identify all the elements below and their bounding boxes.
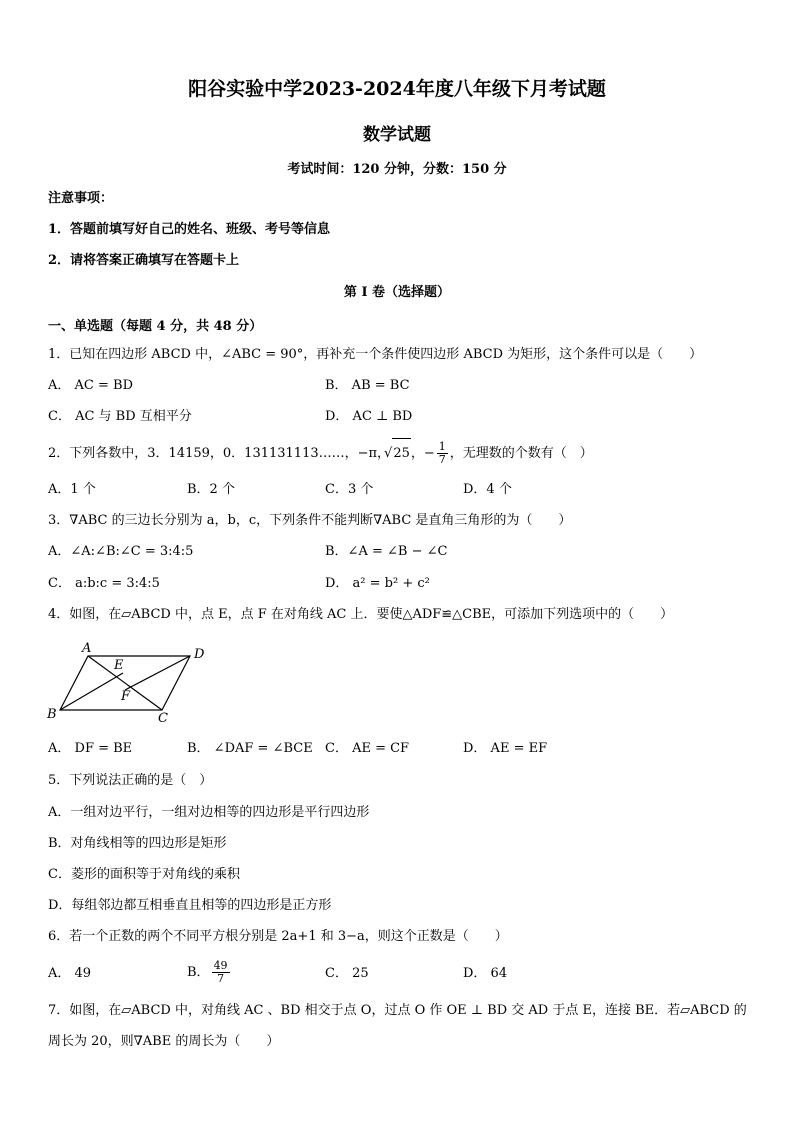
section-title: 一、单选题（每题 4 分，共 48 分） [48, 319, 263, 334]
q2-stem-b: ，− [410, 446, 435, 461]
exam-subtitle: 数学试题 [363, 125, 431, 145]
q6-option-a: A． 49 [48, 966, 92, 981]
q1-option-d: D． AC ⊥ BD [325, 409, 413, 424]
parallelogram-figure [40, 638, 220, 724]
question-6-stem: 6．若一个正数的两个不同平方根分别是 2a+1 和 3−a，则这个正数是（ ） [48, 929, 508, 944]
question-5-stem: 5．下列说法正确的是（ ） [48, 773, 213, 788]
label-a: A [82, 641, 92, 656]
fraction-numerator: 1 [438, 440, 446, 453]
q4-option-b: B． ∠DAF = ∠BCE [187, 741, 313, 756]
q2-stem-c: ，无理数的个数有（ ） [449, 446, 593, 461]
q5-option-c: C．菱形的面积等于对角线的乘积 [48, 867, 240, 882]
fraction-denominator: 7 [217, 972, 225, 985]
question-1-stem: 1．已知在四边形 ABCD 中，∠ABC = 90°，再补充一个条件使四边形 ABCD 为矩形，这个条件可以是（ ） [48, 347, 703, 362]
label-d: D [194, 647, 205, 662]
fraction-49-7 [212, 960, 230, 985]
q3-option-a: A．∠A:∠B:∠C = 3:4:5 [48, 544, 194, 559]
segment-df [125, 656, 190, 690]
q2-stem-a: 2．下列各数中，3．14159，0．131131113……，−π， [48, 446, 391, 461]
fraction-numerator: 49 [213, 959, 228, 972]
q2-option-b: B．2 个 [187, 482, 235, 497]
question-7-line-2: 周长为 20，则∇ABE 的周长为（ ） [48, 1034, 280, 1049]
question-7-line-1: 7．如图，在▱ABCD 中，对角线 AC 、BD 相交于点 O，过点 O 作 OE ⊥ BD 交 AD 于点 E，连接 BE．若▱ABCD 的 [48, 1003, 747, 1018]
q3-option-b: B．∠A = ∠B − ∠C [325, 544, 448, 559]
fraction-1-7 [437, 441, 448, 466]
q5-option-d: D．每组邻边都互相垂直且相等的四边形是正方形 [48, 898, 332, 913]
q6-option-b-label: B． [187, 965, 210, 980]
label-f: F [121, 689, 131, 704]
q4-option-d: D． AE = EF [463, 741, 548, 756]
exam-info: 考试时间：120 分钟，分数：150 分 [287, 162, 507, 177]
q4-option-c: C． AE = CF [325, 741, 410, 756]
q6-option-c: C． 25 [325, 966, 369, 981]
q2-option-d: D．4 个 [463, 482, 512, 497]
label-e: E [114, 658, 124, 673]
volume-title: 第 I 卷（选择题） [343, 285, 451, 300]
q6-option-b [187, 958, 232, 988]
sqrt-25: √ 25 [392, 438, 411, 469]
q1-option-a: A． AC = BD [48, 378, 133, 393]
fraction-denominator: 7 [438, 453, 446, 466]
question-2-stem [48, 438, 593, 469]
q2-option-a: A．1 个 [48, 482, 96, 497]
q1-option-c: C． AC 与 BD 互相平分 [48, 409, 192, 424]
q6-option-d: D． 64 [463, 966, 508, 981]
note-item: 2．请将答案正确填写在答题卡上 [48, 253, 240, 268]
exam-title: 阳谷实验中学2023-2024年度八年级下月考试题 [188, 78, 606, 100]
q5-option-a: A．一组对边平行，一组对边相等的四边形是平行四边形 [48, 805, 370, 820]
label-c: C [158, 711, 168, 724]
q5-option-b: B．对角线相等的四边形是矩形 [48, 836, 227, 851]
q3-option-c: C． a:b:c = 3:4:5 [48, 576, 160, 591]
q4-option-a: A． DF = BE [48, 741, 133, 756]
notes-heading: 注意事项： [48, 191, 114, 206]
label-b: B [47, 707, 57, 722]
question-4-stem: 4．如图，在▱ABCD 中，点 E，点 F 在对角线 AC 上．要使△ADF≌△CBE，可添加下列选项中的（ ） [48, 607, 674, 622]
q3-option-d: D． a² = b² + c² [325, 576, 430, 591]
q1-option-b: B． AB = BC [325, 378, 410, 393]
q2-option-c: C．3 个 [325, 482, 374, 497]
note-item: 1．答题前填写好自己的姓名、班级、考号等信息 [48, 222, 331, 237]
question-3-stem: 3．∇ABC 的三边长分别为 a，b，c，下列条件不能判断∇ABC 是直角三角形的为（ ） [48, 513, 572, 528]
